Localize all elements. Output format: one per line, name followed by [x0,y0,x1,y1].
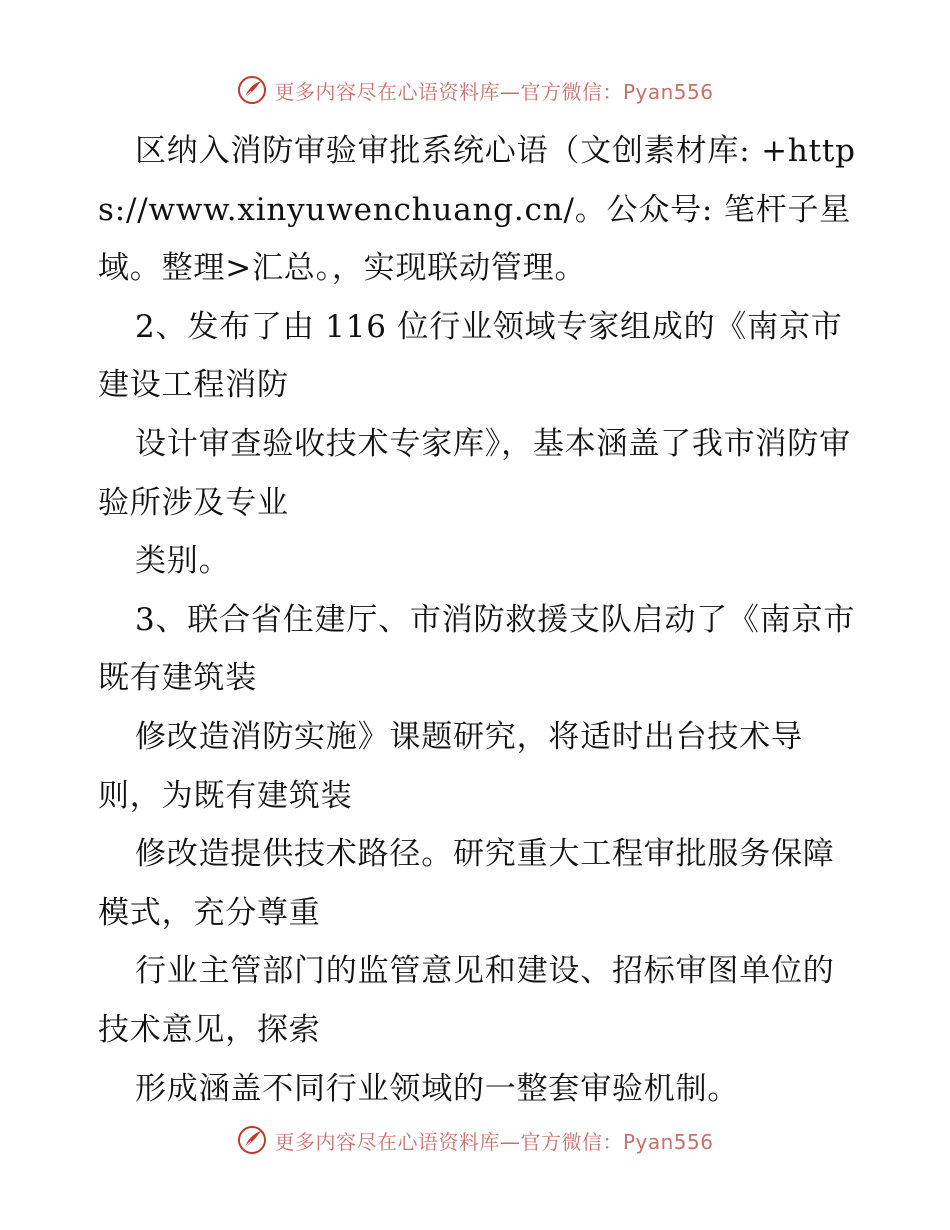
paragraph-6: 修改造消防实施》课题研究，将适时出台技术导则，为既有建筑装 [98,718,803,814]
paragraph-9: 形成涵盖不同行业领域的一整套审验机制。 [135,1070,740,1107]
paragraph-5: 3、联合省住建厅、市消防救援支队启动了《南京市既有建筑装 [98,601,856,697]
feather-pen-logo-icon [236,74,268,106]
document-body [98,122,858,1118]
footer-watermark-banner [0,1120,950,1160]
paragraph-4: 类别。 [135,543,231,580]
paragraph-2: 2、发布了由 116 位行业领域专家组成的《南京市建设工程消防 [98,308,843,404]
paragraph-7: 修改造提供技术路径。研究重大工程审批服务保障模式，充分尊重 [98,836,835,931]
header-watermark-banner [0,70,950,110]
paragraph-3: 设计审查验收技术专家库》，基本涵盖了我市消防审验所涉及专业 [98,425,851,521]
paragraph-8: 行业主管部门的监管意见和建设、招标审图单位的技术意见，探索 [98,953,835,1048]
header-watermark-text: 更多内容尽在心语资料库—官方微信：Pyan556 [274,79,714,104]
footer-watermark-text: 更多内容尽在心语资料库—官方微信：Pyan556 [274,1129,714,1154]
feather-pen-logo-icon [236,1124,268,1156]
paragraph-1: 区纳入消防审验审批系统心语（文创素材库: +https://www.xinyuwenchuang.cn/。公众号: 笔杆子星域。整理>汇总。，实现联动管理。 [98,133,856,287]
